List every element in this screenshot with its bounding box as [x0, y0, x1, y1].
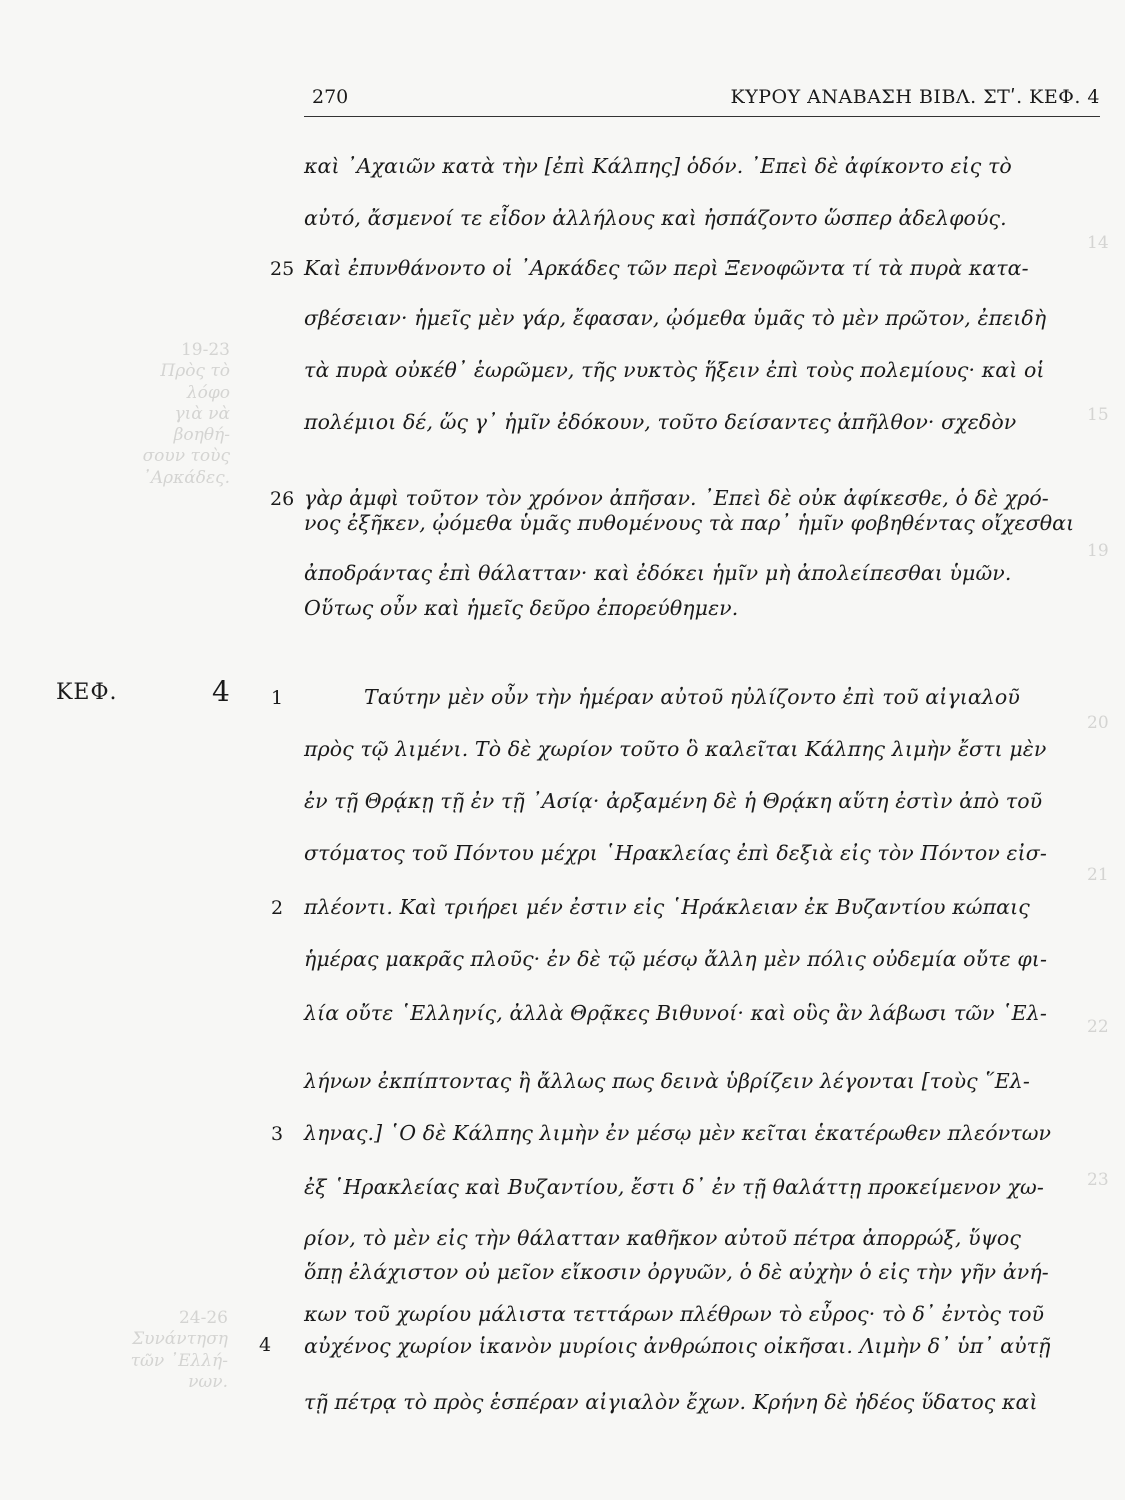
text-line: γὰρ ἀμφὶ τοῦτον τὸν χρόνον ἀπῆσαν. ᾿Επεὶ δὲ οὐκ ἀφίκεσθε, ὁ δὲ χρό- [304, 486, 1049, 510]
text-line: ὅπῃ ἐλάχιστον οὐ μεῖον εἴκοσιν ὀργυῶν, ὁ δὲ αὐχὴν ὁ εἰς τὴν γῆν ἀνή- [304, 1260, 1049, 1284]
margin-note-text: ᾿Αρκάδες. [142, 467, 230, 488]
bleed-through-number: 14 [1087, 233, 1109, 253]
bleed-through-number: 15 [1087, 405, 1109, 425]
text-line: στόματος τοῦ Πόντου μέχρι ῾Ηρακλείας ἐπὶ δεξιὰ εἰς τὸν Πόντον εἰσ- [304, 841, 1047, 865]
text-line: τὰ πυρὰ οὐκέθ᾿ ἑωρῶμεν, τῆς νυκτὸς ἥξειν ἐπὶ τοὺς πολεμίους· καὶ οἱ [304, 358, 1045, 382]
text-line: ἐξ ῾Ηρακλείας καὶ Βυζαντίου, ἔστι δ᾿ ἐν τῇ θαλάττῃ προκείμενον χω- [304, 1175, 1044, 1199]
chapter-heading: ΚΕΦ. [56, 680, 118, 705]
text-line: τῇ πέτρᾳ τὸ πρὸς ἑσπέραν αἰγιαλὸν ἔχων. Κρήνη δὲ ἡδέος ὕδατος καὶ [304, 1390, 1038, 1414]
section-number: 2 [271, 897, 284, 919]
text-line: Ταύτην μὲν οὖν τὴν ἡμέραν αὐτοῦ ηὐλίζοντο ἐπὶ τοῦ αἰγιαλοῦ [364, 685, 1020, 709]
text-line: Καὶ ἐπυνθάνοντο οἱ ᾿Αρκάδες τῶν περὶ Ξενοφῶντα τί τὰ πυρὰ κατα- [304, 256, 1029, 280]
text-line: καὶ ᾿Αχαιῶν κατὰ τὴν [ἐπὶ Κάλπης] ὁδόν. ᾿Επεὶ δὲ ἀφίκοντο εἰς τὸ [304, 154, 1012, 178]
margin-note-text: τῶν ᾿Ελλή- [130, 1350, 228, 1371]
bleed-through-number: 23 [1087, 1170, 1109, 1190]
text-line: ἡμέρας μακρᾶς πλοῦς· ἐν δὲ τῷ μέσῳ ἄλλη μὲν πόλις οὐδεμία οὔτε φι- [304, 947, 1047, 971]
margin-note-range: 24-26 [178, 1308, 228, 1328]
text-line: λήνων ἐκπίπτοντας ἢ ἄλλως πως δεινὰ ὑβρίζειν λέγονται [τοὺς ῞Ελ- [304, 1069, 1030, 1093]
margin-note [120, 340, 230, 489]
running-title: ΚΥΡΟΥ ΑΝΑΒΑΣΗ ΒΙΒΛ. ΣΤʹ. ΚΕΦ. 4 [730, 86, 1100, 108]
margin-note-text: νων. [188, 1371, 228, 1392]
text-line: ἐν τῇ Θρᾴκῃ τῇ ἐν τῇ ᾿Ασίᾳ· ἀρξαμένη δὲ ἡ Θρᾴκη αὕτη ἐστὶν ἀπὸ τοῦ [304, 789, 1043, 813]
bleed-through-number: 22 [1087, 1017, 1109, 1037]
margin-note-text: Πρὸς τὸ λόφο [160, 361, 230, 403]
text-line: αὐτό, ἄσμενοί τε εἶδον ἀλλήλους καὶ ἠσπάζοντο ὥσπερ ἀδελφούς. [304, 206, 1007, 230]
margin-note-range: 19-23 [180, 340, 230, 360]
section-number: 3 [271, 1123, 284, 1145]
text-line: αὐχένος χωρίον ἱκανὸν μυρίοις ἀνθρώποις οἰκῆσαι. Λιμὴν δ᾿ ὑπ᾿ αὐτῇ [304, 1334, 1051, 1358]
section-number: 4 [259, 1334, 272, 1356]
section-number: 25 [270, 258, 295, 280]
margin-note-text: Συνάντηση [132, 1329, 228, 1350]
text-line: ἀποδράντας ἐπὶ θάλατταν· καὶ ἐδόκει ἡμῖν μὴ ἀπολείπεσθαι ὑμῶν. [304, 561, 1012, 585]
text-line: Οὕτως οὖν καὶ ἡμεῖς δεῦρο ἐπορεύθημεν. [304, 596, 739, 620]
text-line: ρίον, τὸ μὲν εἰς τὴν θάλατταν καθῆκον αὐτοῦ πέτρα ἀπορρώξ, ὕψος [304, 1226, 1021, 1250]
text-line: κων τοῦ χωρίου μάλιστα τεττάρων πλέθρων τὸ εὖρος· τὸ δ᾿ ἐντὸς τοῦ [304, 1302, 1045, 1326]
text-line: σβέσειαν· ἡμεῖς μὲν γάρ, ἔφασαν, ᾠόμεθα ὑμᾶς τὸ μὲν πρῶτον, ἐπειδὴ [304, 306, 1047, 330]
margin-note-text: γιὰ νὰ βοηθή- [173, 403, 230, 445]
section-number: 26 [270, 488, 295, 510]
section-number: 1 [271, 687, 284, 709]
bleed-through-number: 19 [1087, 541, 1109, 561]
page-number: 270 [312, 86, 349, 108]
page-header [304, 86, 1100, 117]
text-line: πρὸς τῷ λιμένι. Τὸ δὲ χωρίον τοῦτο ὃ καλεῖται Κάλπης λιμὴν ἔστι μὲν [304, 737, 1047, 761]
text-line: λία οὔτε ῾Ελληνίς, ἀλλὰ Θρᾷκες Βιθυνοί· καὶ οὓς ἂν λάβωσι τῶν ῾Ελ- [304, 1001, 1047, 1025]
text-line: νος ἐξῆκεν, ᾠόμεθα ὑμᾶς πυθομένους τὰ παρ᾿ ἡμῖν φοβηθέντας οἴχεσθαι [304, 511, 1075, 535]
text-line: πολέμιοι δέ, ὥς γ᾿ ἡμῖν ἐδόκουν, τοῦτο δείσαντες ἀπῆλθον· σχεδὸν [304, 410, 1017, 434]
bleed-through-number: 20 [1087, 713, 1109, 733]
bleed-through-number: 21 [1087, 865, 1109, 885]
text-line: πλέοντι. Καὶ τριήρει μέν ἐστιν εἰς ῾Ηράκλειαν ἐκ Βυζαντίου κώπαις [304, 895, 1030, 919]
margin-note-text: σουν τοὺς [142, 446, 230, 467]
chapter-number: 4 [212, 675, 230, 708]
text-line: ληνας.] ῾Ο δὲ Κάλπης λιμὴν ἐν μέσῳ μὲν κεῖται ἑκατέρωθεν πλεόντων [304, 1121, 1052, 1145]
margin-note [120, 1308, 228, 1393]
